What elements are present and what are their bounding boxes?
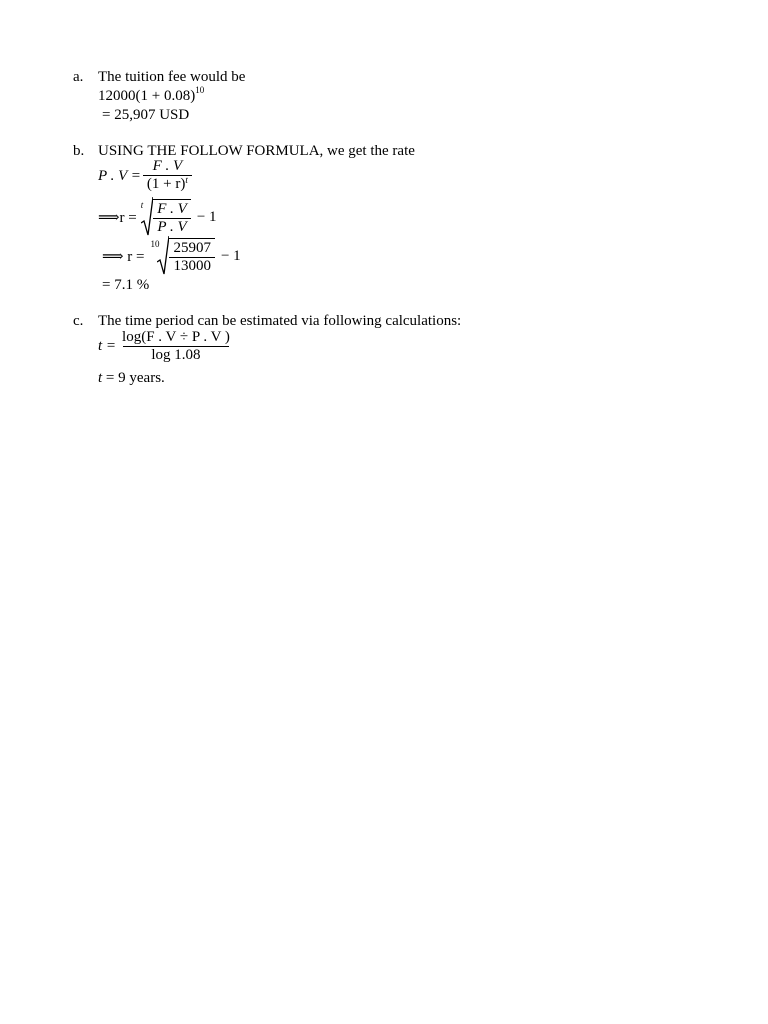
part-c-formula-lhs: t = xyxy=(98,338,117,354)
part-b-step1-radicand xyxy=(153,199,191,236)
part-c-result-var: t xyxy=(98,370,103,386)
part-b-step1-fraction xyxy=(153,201,191,236)
part-a-expression xyxy=(98,85,205,105)
part-b-step1-radical xyxy=(141,197,191,237)
part-b-step1-prefix: ⟹r = xyxy=(98,209,137,226)
part-b-step2-fraction xyxy=(169,240,215,275)
part-c-marker: c. xyxy=(73,313,84,329)
part-a-expression-base: 12000(1 + 0.08) xyxy=(98,88,196,104)
part-b-step2-numerator: 25907 xyxy=(173,239,211,256)
part-b-result: = 7.1 % xyxy=(102,277,150,293)
part-b-step1-denominator: P . V xyxy=(153,218,190,236)
part-c-result xyxy=(98,370,165,387)
part-b-step1-root-index: t xyxy=(140,200,144,210)
part-c-formula-denominator: log 1.08 xyxy=(123,346,228,364)
part-b-step2-suffix: − 1 xyxy=(220,247,241,264)
part-c-formula-fraction xyxy=(118,329,234,364)
part-b-step2-radicand xyxy=(169,238,215,275)
part-c-formula-numerator: log(F . V ÷ P . V ) xyxy=(122,329,230,345)
part-b-formula-fraction xyxy=(143,158,192,194)
part-b-step2-root-index: 10 xyxy=(150,239,160,249)
part-a-expression-exponent: 10 xyxy=(195,85,205,95)
part-b-intro: USING THE FOLLOW FORMULA, we get the rate xyxy=(98,143,415,159)
part-b-formula xyxy=(98,158,194,194)
part-a-marker: a. xyxy=(73,69,84,85)
part-b-step2-radical xyxy=(150,236,215,276)
part-a-intro: The tuition fee would be xyxy=(98,69,246,85)
part-c-formula xyxy=(98,329,236,364)
part-b-step2-denominator: 13000 xyxy=(169,257,215,275)
part-a-result: = 25,907 USD xyxy=(102,107,190,123)
part-b-formula-den-base: (1 + r) xyxy=(146,176,186,192)
part-b-formula-lhs: P . V = xyxy=(98,167,141,184)
part-c-result-value: = 9 years. xyxy=(105,370,165,386)
part-b-formula-den-exponent: t xyxy=(185,175,188,185)
part-b-step2-prefix: ⟹ r = xyxy=(102,248,145,265)
part-b-formula-denominator xyxy=(143,175,192,194)
part-b-step1 xyxy=(98,197,217,237)
part-b-formula-numerator: F . V xyxy=(152,158,183,174)
part-b-marker: b. xyxy=(73,143,85,159)
part-b-step1-suffix: − 1 xyxy=(196,208,217,225)
part-c-intro: The time period can be estimated via following calculations: xyxy=(98,313,462,329)
part-b-step1-numerator: F . V xyxy=(157,200,187,217)
part-b-step2 xyxy=(98,236,241,276)
